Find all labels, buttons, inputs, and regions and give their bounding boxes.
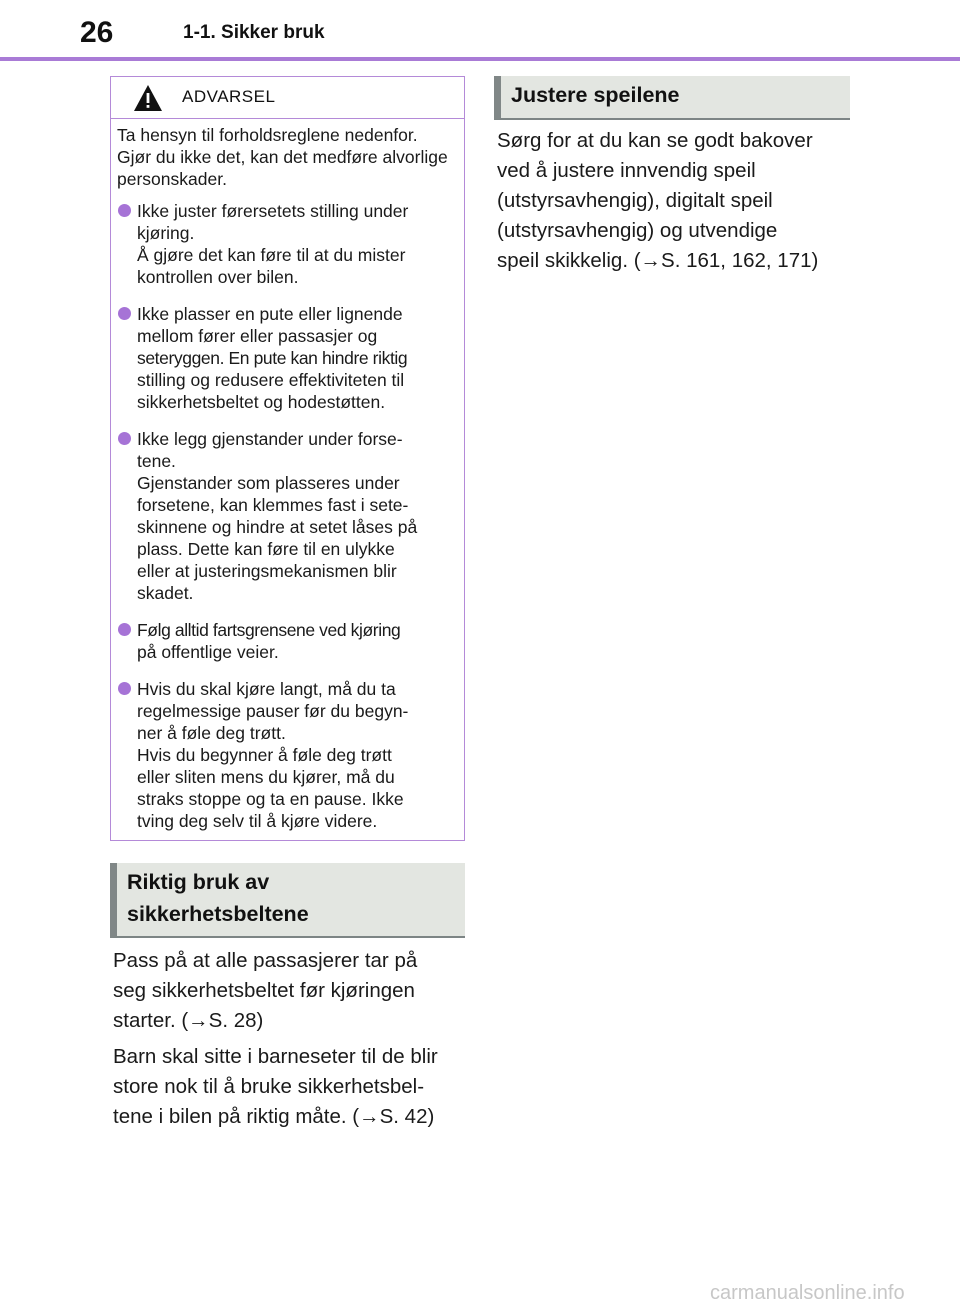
page-header: [0, 0, 960, 62]
bullet-line: tene.: [137, 451, 176, 471]
seatbelt-text: [113, 946, 463, 1138]
bullet-line: sikkerhetsbeltet og hodestøtten.: [137, 392, 386, 412]
bullet-line: skadet.: [137, 583, 194, 603]
bullet-line: Hvis du begynner å føle deg trøtt: [137, 745, 392, 765]
text-line: Sørg for at du kan se godt bakover: [497, 129, 813, 152]
bullet-line: Følg alltid fartsgrensene ved kjøring: [137, 620, 401, 640]
warning-intro-line: alvorlige personskader.: [117, 147, 448, 189]
bullet-line: forsetene, kan klemmes fast i sete-: [137, 495, 409, 515]
seatbelt-heading-line: Riktig bruk av: [127, 870, 270, 894]
bullet-line: eller at justeringsmekanismen blir: [137, 561, 397, 581]
bullet-line: eller sliten mens du kjører, må du: [137, 767, 395, 787]
text-line: store nok til å bruke sikkerhetsbel-: [113, 1075, 425, 1098]
text-line: starter. (→S. 28): [113, 1009, 264, 1032]
bullet-dot-icon: [118, 307, 131, 320]
seatbelt-heading-line: sikkerhetsbeltene: [127, 902, 309, 926]
warning-bullet-breaks: [117, 678, 456, 832]
bullet-line: regelmessige pauser før du begyn-: [137, 701, 409, 721]
header-rule: [0, 57, 960, 61]
bullet-line: på offentlige veier.: [137, 642, 279, 662]
seatbelt-paragraph: [113, 1042, 463, 1132]
warning-bullet-objects-under-seats: [117, 428, 456, 604]
bullet-line: kontrollen over bilen.: [137, 267, 299, 287]
watermark: carmanualsonline.info: [710, 1282, 905, 1304]
warning-box: [110, 76, 465, 841]
text-line: (utstyrsavhengig), digitalt speil: [497, 189, 773, 212]
warning-bullet-cushion: [117, 303, 456, 413]
text-line: speil skikkelig. (→S. 161, 162, 171): [497, 249, 819, 272]
warning-title: ADVARSEL: [182, 87, 276, 106]
bullet-dot-icon: [118, 623, 131, 636]
bullet-line: Gjenstander som plasseres under: [137, 473, 400, 493]
seatbelt-paragraph: [113, 946, 463, 1036]
bullet-line: Hvis du skal kjøre langt, må du ta: [137, 679, 396, 699]
bullet-dot-icon: [118, 432, 131, 445]
warning-bullet-seat-adjust: [117, 200, 456, 288]
bullet-dot-icon: [118, 682, 131, 695]
text-line: tene i bilen på riktig måte. (→S. 42): [113, 1105, 435, 1128]
bullet-line: Ikke legg gjenstander under forse-: [137, 429, 403, 449]
bullet-line: Ikke juster førersetets stilling under: [137, 201, 409, 221]
warning-header: [111, 77, 464, 119]
bullet-line: seteryggen. En pute kan hindre riktig: [137, 348, 408, 368]
bullet-line: straks stoppe og ta en pause. Ikke: [137, 789, 404, 809]
mirrors-heading-text: Justere speilene: [511, 83, 680, 107]
bullet-line: stilling og redusere effektiviteten til: [137, 370, 405, 390]
bullet-line: mellom fører eller passasjer og: [137, 326, 378, 346]
page-number: 26: [80, 16, 114, 49]
seatbelt-heading: [110, 863, 465, 938]
warning-intro-line: Gjør du ikke det, kan det medføre: [117, 147, 378, 167]
bullet-line: plass. Dette kan føre til en ulykke: [137, 539, 395, 559]
warning-intro: [117, 124, 456, 190]
mirrors-paragraph: [497, 126, 857, 276]
text-line: seg sikkerhetsbeltet før kjøringen: [113, 979, 415, 1002]
warning-body: [111, 119, 464, 832]
bullet-line: Ikke plasser en pute eller lignende: [137, 304, 403, 324]
bullet-line: ner å føle deg trøtt.: [137, 723, 286, 743]
bullet-line: skinnene og hindre at setet låses på: [137, 517, 418, 537]
text-line: Pass på at alle passasjerer tar på: [113, 949, 418, 972]
text-line: (utstyrsavhengig) og utvendige: [497, 219, 778, 242]
mirrors-text: [497, 126, 857, 282]
warning-intro-line: Ta hensyn til forholdsreglene nedenfor.: [117, 125, 418, 145]
text-line: Barn skal sitte i barneseter til de blir: [113, 1045, 438, 1068]
warning-triangle-icon: [133, 84, 163, 112]
bullet-line: kjøring.: [137, 223, 195, 243]
text-line: ved å justere innvendig speil: [497, 159, 756, 182]
warning-bullet-speed-limits: [117, 619, 456, 663]
bullet-line: tving deg selv til å kjøre videre.: [137, 811, 378, 831]
bullet-line: Å gjøre det kan føre til at du mister: [137, 245, 406, 265]
bullet-dot-icon: [118, 204, 131, 217]
mirrors-heading: [494, 76, 850, 120]
section-title: 1-1. Sikker bruk: [183, 22, 325, 43]
